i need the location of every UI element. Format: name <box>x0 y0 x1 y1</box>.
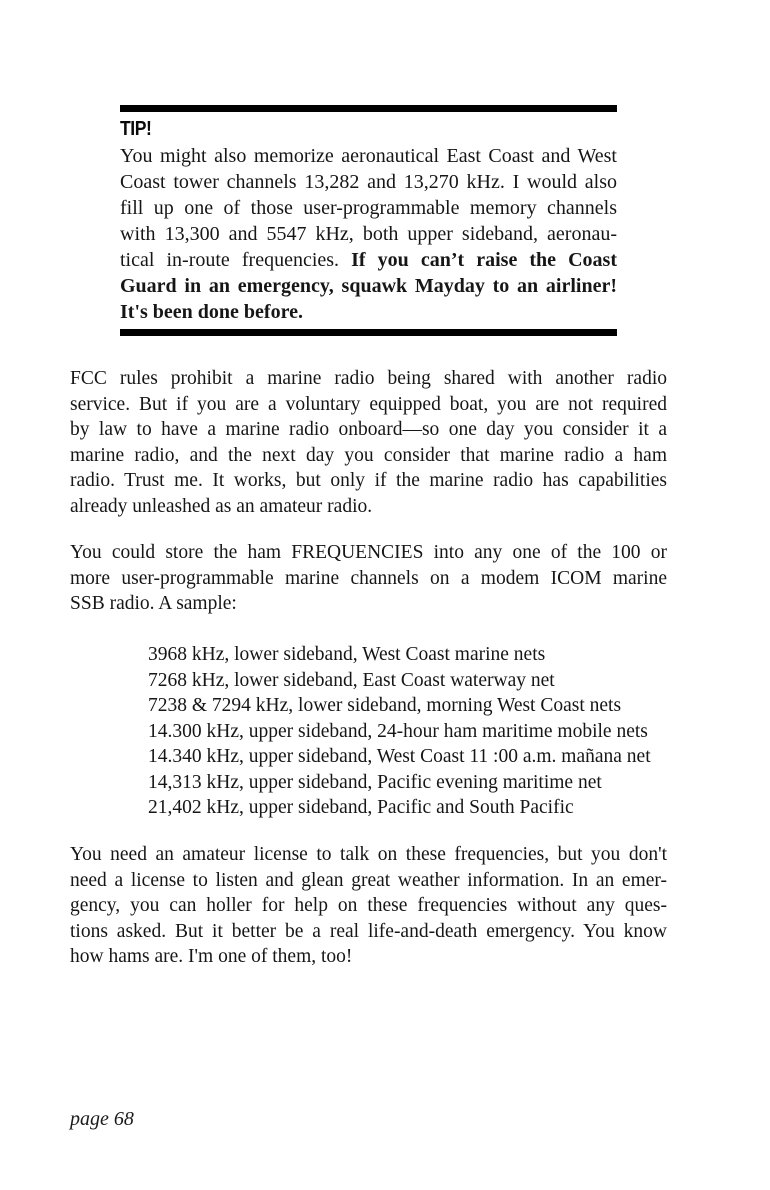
tip-line: It's been done before. <box>120 301 303 323</box>
frequency-list-item: 21,402 kHz, upper sideband, Pacific and South Pacific <box>148 797 574 818</box>
paragraph-amateur-license <box>70 842 667 970</box>
text-line: You could store the ham FREQUENCIES into any one of the 100 or <box>70 542 667 563</box>
tip-text <box>120 143 617 325</box>
frequency-list-item: 3968 kHz, lower sideband, West Coast marine nets <box>148 644 546 665</box>
frequency-list-item: 7238 & 7294 kHz, lower sideband, morning West Coast nets <box>148 695 622 716</box>
text-line: need a license to listen and glean great weather information. In an emer- <box>70 869 667 891</box>
paragraph-fcc-rules <box>70 366 667 519</box>
tip-line: tical in-route frequencies. If you can’t raise the Coast <box>120 249 618 271</box>
text-line: how hams are. I'm one of them, too! <box>70 946 353 967</box>
text-line: by law to have a marine radio onboard—so one day you consider it a <box>70 419 667 440</box>
text-line: tions asked. But it better be a real life-and-death emergency. You know <box>70 920 667 942</box>
text-line: service. But if you are a voluntary equipped boat, you are not required <box>70 393 667 415</box>
text-line: marine radio, and the next day you consider that marine radio a ham <box>70 444 667 466</box>
tip-line: with 13,300 and 5547 kHz, both upper sideband, aeronau- <box>120 223 617 245</box>
text-line: radio. Trust me. It works, but only if the marine radio has capabilities <box>70 470 667 491</box>
frequency-list-item: 14.340 kHz, upper sideband, West Coast 11 :00 a.m. mañana net <box>148 746 651 767</box>
tip-line: fill up one of those user-programmable memory channels <box>120 197 617 219</box>
tip-line: You might also memorize aeronautical East Coast and West <box>120 145 617 167</box>
text-line: more user-programmable marine channels on a modem ICOM marine <box>70 567 667 589</box>
text-line: FCC rules prohibit a marine radio being shared with another radio <box>70 368 667 389</box>
frequency-list <box>148 642 651 821</box>
page-number: page 68 <box>70 1108 134 1130</box>
text-line: already unleashed as an amateur radio. <box>70 495 373 517</box>
tip-callout-box <box>120 105 617 336</box>
tip-bottom-rule <box>120 329 617 336</box>
text-line: SSB radio. A sample: <box>70 593 237 614</box>
frequency-list-item: 14,313 kHz, upper sideband, Pacific evening maritime net <box>148 771 602 793</box>
tip-line: Guard in an emergency, squawk Mayday to an airliner! <box>120 275 617 297</box>
text-line: gency, you can holler for help on these frequencies without any ques- <box>70 895 667 916</box>
tip-label: TIP! <box>120 118 152 140</box>
text-line: You need an amateur license to talk on these frequencies, but you don't <box>70 844 667 865</box>
tip-top-rule <box>120 105 617 112</box>
frequency-list-item: 14.300 kHz, upper sideband, 24-hour ham maritime mobile nets <box>148 720 648 742</box>
paragraph-store-frequencies <box>70 540 667 617</box>
tip-line: Coast tower channels 13,282 and 13,270 kHz. I would also <box>120 171 617 193</box>
frequency-list-item: 7268 kHz, lower sideband, East Coast waterway net <box>148 669 555 691</box>
